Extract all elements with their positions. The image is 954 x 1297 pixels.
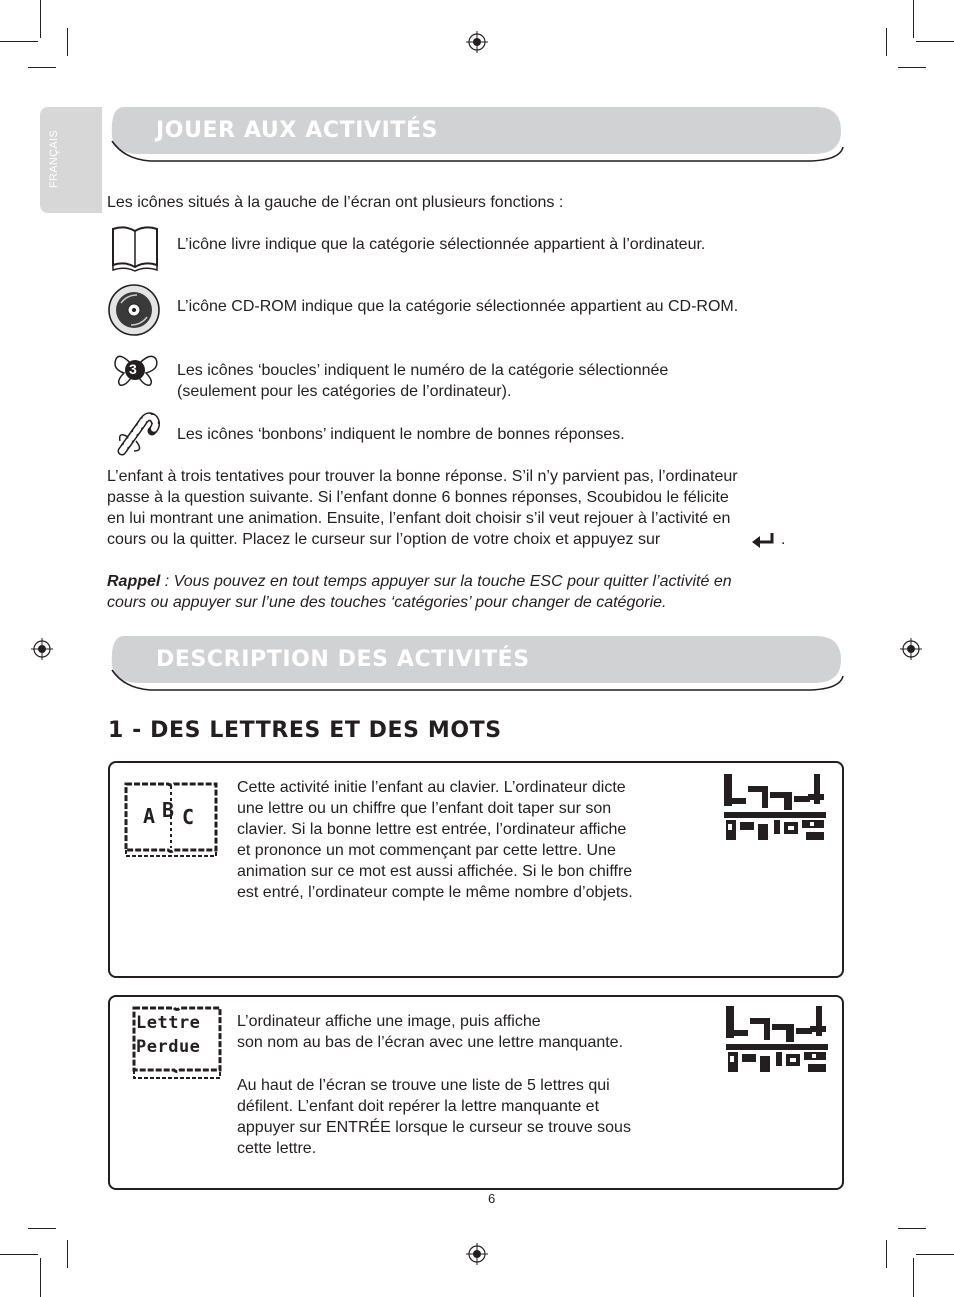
activity1-line: Cette activité initie l’enfant au clavier. L’ordinateur dicte (237, 779, 626, 796)
section-banner-description (110, 636, 842, 686)
registration-mark-icon (466, 31, 488, 53)
paragraph-line: L’enfant à trois tentatives pour trouver la bonne réponse. S’il n’y parvient pas, l’ordinateur (107, 468, 738, 485)
enter-key-icon (750, 532, 776, 548)
screen-letter-b: B (162, 798, 175, 822)
intro-text: Les icônes situés à la gauche de l’écran ont plusieurs fonctions : (107, 194, 564, 211)
section-title: DESCRIPTION DES ACTIVITÉS (156, 647, 530, 672)
activity2-line: L’ordinateur affiche une image, puis affiche (237, 1013, 541, 1030)
activity1-line: est entré, l’ordinateur compte le même nombre d’objets. (237, 884, 633, 901)
activity2-line: appuyer sur ENTRÉE lorsque le curseur se trouve sous (237, 1119, 631, 1136)
section-title: JOUER AUX ACTIVITÉS (156, 118, 439, 143)
reminder-line2: cours ou appuyer sur l’une des touches ‘catégories’ pour changer de catégorie. (107, 594, 667, 611)
reminder-line1: : Vous pouvez en tout temps appuyer sur la touche ESC pour quitter l’activité en (160, 573, 732, 590)
activity2-line: cette lettre. (237, 1140, 317, 1157)
screen-letter-c: C (182, 805, 195, 829)
screen-letter-a: A (143, 804, 156, 828)
bow-icon-description-line1: Les icônes ‘boucles’ indiquent le numéro de la catégorie sélectionnée (177, 362, 669, 379)
registration-mark-icon (900, 638, 922, 660)
reminder-label: Rappel (107, 573, 161, 590)
registration-mark-icon (31, 638, 53, 660)
activity-subtitle: 1 - DES LETTRES ET DES MOTS (108, 718, 502, 743)
scooby-doo-pixel-image (724, 1004, 830, 1080)
activity1-line: une lettre ou un chiffre que l’enfant doit taper sur son (237, 800, 612, 817)
cd-rom-icon (107, 283, 161, 337)
page-number: 6 (488, 1191, 496, 1206)
activity2-line: son nom au bas de l’écran avec une lettre manquante. (237, 1034, 624, 1051)
language-tab-label: FRANÇAIS (48, 129, 60, 189)
registration-mark-icon (466, 1243, 488, 1265)
cd-icon-description: L’icône CD-ROM indique que la catégorie sélectionnée appartient au CD-ROM. (177, 298, 739, 315)
activity1-line: et prononce un mot commençant par cette lettre. Une (237, 842, 616, 859)
bow-icon-description-line2: (seulement pour les catégories de l’ordinateur). (177, 383, 512, 400)
paragraph-end: . (781, 531, 786, 548)
candy-cane-icon (114, 407, 160, 457)
language-tab (40, 107, 102, 213)
book-icon (109, 223, 161, 273)
candy-icon-description: Les icônes ‘bonbons’ indiquent le nombre de bonnes réponses. (177, 426, 625, 443)
scooby-doo-pixel-image (722, 772, 828, 848)
activity1-line: clavier. Si la bonne lettre est entrée, l’ordinateur affiche (237, 821, 627, 838)
activity2-line: défilent. L’enfant doit repérer la lettre manquante et (237, 1098, 600, 1115)
section-banner-play (110, 107, 842, 157)
activity2-line: Au haut de l’écran se trouve une liste de 5 lettres qui (237, 1077, 610, 1094)
screen-word-perdue: Perdue (136, 1037, 201, 1057)
screen-word-lettre: Lettre (136, 1013, 201, 1033)
bow-badge-number: 3 (129, 361, 137, 377)
paragraph-line: passe à la question suivante. Si l’enfant donne 6 bonnes réponses, Scoubidou le félicite (107, 489, 729, 506)
paragraph-line: en lui montrant une animation. Ensuite, l’enfant doit choisir s’il veut rejouer à l’activité en (107, 510, 731, 527)
paragraph-line: cours ou la quitter. Placez le curseur sur l’option de votre choix et appuyez sur (107, 531, 661, 548)
activity1-line: animation sur ce mot est aussi affichée. Si le bon chiffre (237, 863, 633, 880)
book-icon-description: L’icône livre indique que la catégorie sélectionnée appartient à l’ordinateur. (177, 236, 706, 253)
